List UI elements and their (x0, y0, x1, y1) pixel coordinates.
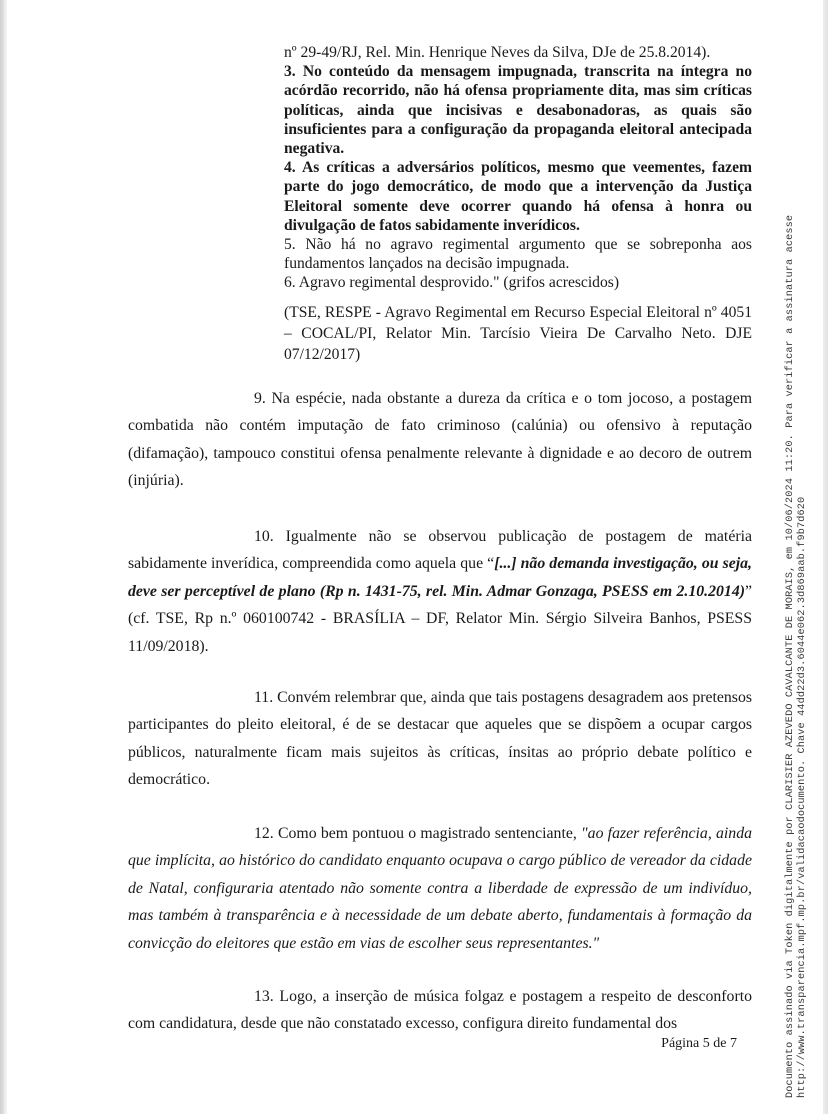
quote-item-4: 4. As críticas a adversários políticos, mesmo que veementes, fazem parte do jogo democrático, de modo que a intervenção da Justiça Eleitoral somente deve ocorrer quando há ofensa à honra ou divulgação de fatos sabidamente inverídicos. (284, 159, 752, 234)
quote-item-6: 6. Agravo regimental desprovido." (grifos acrescidos) (284, 274, 620, 292)
paragraph-11-text: 11. Convém relembrar que, ainda que tais postagens desagradem aos pretensos participantes do pleito eleitoral, é de se destacar que aqueles que se dispõem a ocupar cargos públicos, naturalmente ficam mais sujeitos às críticas, ínsitas ao próprio debate político e democrático. (128, 689, 752, 789)
quote-intro-line: nº 29-49/RJ, Rel. Min. Henrique Neves da Silva, DJe de 25.8.2014). (284, 44, 711, 61)
paragraph-10 (128, 523, 752, 660)
page-number: Página 5 de 7 (661, 1036, 737, 1051)
document-page (7, 0, 823, 1114)
paragraph-12-quote: "ao fazer referência, ainda que implícita, ao histórico do candidato enquanto ocupava o cargo público de vereador da cidade de Natal, configuraria atentado não somente contra a liberdade de expressão de um indivíduo, mas também à transparência e à necessidade de um debate aberto, fundamentais à formação da convicção do eleitores que estão em vias de escolher seus representantes." (128, 825, 752, 952)
paragraph-10-emphasis: [...] não demanda investigação, ou seja, deve ser perceptível de plano (Rp n. 1431-75, rel. Min. Admar Gonzaga, PSESS em 2.10.2014) (128, 555, 752, 600)
paragraph-12 (128, 820, 752, 957)
quote-source-citation: (TSE, RESPE - Agravo Regimental em Recurso Especial Eleitoral nº 4051 – COCAL/PI, Relator Min. Tarcísio Vieira De Carvalho Neto. DJE 07/12/2017) (284, 303, 752, 363)
paragraph-10-text-end: ” (cf. TSE, Rp n.º 060100742 - BRASÍLIA – DF, Relator Min. Sérgio Silveira Banhos, PSESS 11/09/2018). (128, 582, 752, 655)
paragraph-11 (128, 684, 752, 794)
quote-item-5: 5. Não há no agravo regimental argumento que se sobreponha aos fundamentos lançados na decisão impugnada. (284, 236, 752, 273)
paragraph-13-text: 13. Logo, a inserção de música folgaz e postagem a respeito de desconforto com candidatura, desde que não constatado excesso, configura direito fundamental dos (128, 988, 752, 1033)
court-citation-blockquote (284, 43, 752, 365)
page-edge-shadow-right (823, 0, 828, 1114)
paragraph-9 (128, 385, 752, 495)
paragraph-13 (128, 983, 752, 1038)
signature-stamp-line-1: Documento assinado via Token digitalmente por CLARISIER AZEVEDO CAVALCANTE DE MORAIS, em 10/06/2024 11:20. Para verificar a assinatura acesse (785, 214, 796, 1098)
paragraph-10-text-start: 10. Igualmente não se observou publicação de postagem de matéria sabidamente inverídica, compreendida como aquela que “ (128, 528, 752, 573)
quote-item-3: 3. No conteúdo da mensagem impugnada, transcrita na íntegra no acórdão recorrido, não há ofensa propriamente dita, mas sim críticas políticas, ainda que incisivas e desabonadoras, as quais são insuficientes para a configuração da propaganda eleitoral antecipada negativa. (284, 63, 752, 158)
paragraph-9-text: 9. Na espécie, nada obstante a dureza da crítica e o tom jocoso, a postagem combatida não contém imputação de fato criminoso (calúnia) ou ofensivo à reputação (difamação), tampouco constitui ofensa penalmente relevante à dignidade e ao decoro de outrem (injúria). (128, 390, 752, 490)
signature-stamp-line-2: http://www.transparencia.mpf.mp.br/validacaodocumento. Chave 44dd22d3.6044e062.3d869aab.f9b7d620 (797, 496, 808, 1098)
digital-signature-stamp (785, 215, 809, 1098)
paragraph-12-text-start: 12. Como bem pontuou o magistrado sentenciante, (254, 825, 582, 842)
